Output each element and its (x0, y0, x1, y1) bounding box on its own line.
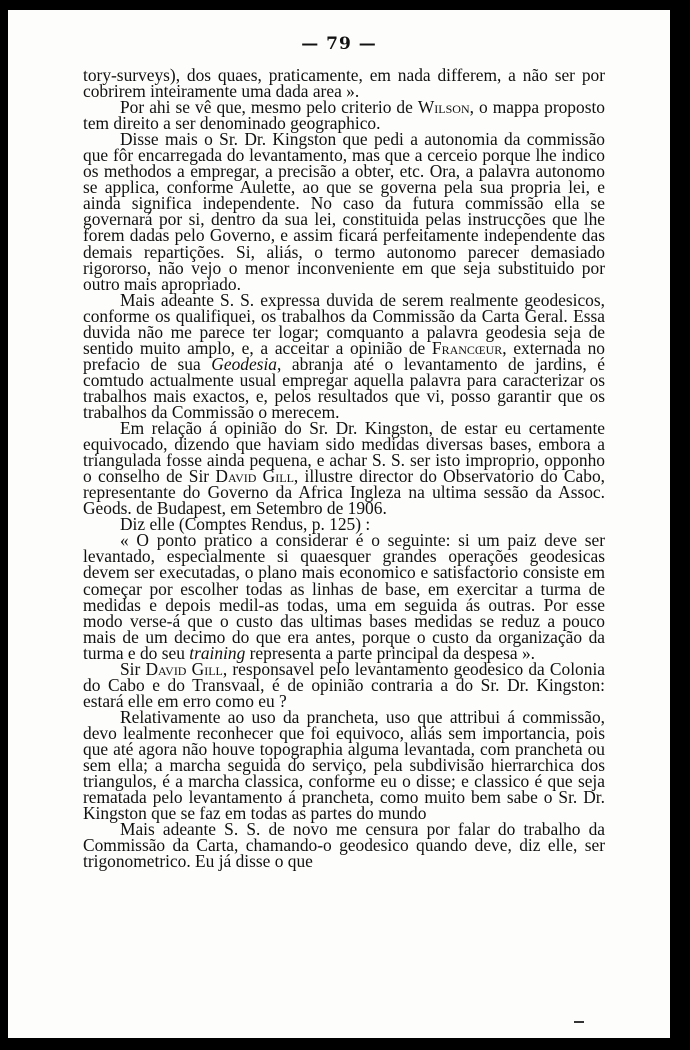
paragraph (83, 819, 605, 872)
text-run: Por ahi se vê que, mesmo pelo criterio de (120, 97, 418, 118)
text-run: Mais adeante S. S. expressa duvida de serem realmente geodesicos, conforme os qualifiquei, os trabalhos da Commissão da Carta Geral. Essa duvida não me parece ter logar; comquanto a palavra geodesia seja de sentido muito amplo, e, a acceitar a opinião de (83, 289, 605, 358)
paragraph (83, 129, 605, 294)
text-run: , responsavel pelo levantamento geodesico da Colonia do Cabo e do Transvaal, é de opinião contraria a do Sr. Dr. Kingston: estará elle em erro como eu ? (83, 658, 605, 711)
book-page (8, 10, 670, 1038)
text-run: Disse mais o Sr. Dr. Kingston que pedi a autonomia da commissão que fôr encarregada do levantamento, mas que a cerceio porque lhe indico os methodos a empregar, a precisão a obter, etc. Ora, a palavra autonomo se applica, conforme Aulette, ao que se governa pela sua propria lei, e ainda significa independente. No caso da futura commissão ella se governará por si, dentro da sua lei, constituida pelas instrucções que lhe forem dadas pelo Governo, e assim ficará perfeitamente independente das demais repartições. Si, aliás, o termo autonomo parecer demasiado rigororso, não vejo o menor inconveniente em que seja substituido por outro mais apropriado. (83, 129, 605, 294)
text-run: Mais adeante S. S. de novo me censura por falar do trabalho da Commissão da Carta, chamando-o geodesico quando deve, diz elle, ser trigonometrico. Eu já disse o que (83, 819, 605, 872)
text-run: Relativamente ao uso da prancheta, uso que attribui á commissão, devo lealmente reconhecer que foi equivoco, aliás sem importancia, pois que até agora não houve topographia alguma levantada, com prancheta ou sem ella; a marcha seguida do serviço, pela subdivisão hierrarchica dos triangulos, é a marcha classica, conforme eu o disse; e classico é que seja rematada pelo levantamento á prancheta, como muito bem sabe o Sr. Dr. Kingston que se faz em todas as partes do mundo (83, 706, 605, 824)
text-run: tory-surveys), dos quaes, praticamente, em nada differem, a não ser por cobrirem inteiramente uma dada area ». (83, 65, 605, 102)
small-caps-name: David Gill (145, 658, 223, 679)
text-run: Em relação á opinião do Sr. Dr. Kingston, de estar eu certamente equivocado, dizendo que haviam sido medidas diversas bases, embora a triangulada fosse ainda pequena, e achar S. S. ser isto improprio, opponho o conselho de Sir (83, 418, 605, 487)
paragraph (83, 65, 605, 102)
paragraph (83, 97, 605, 134)
paragraph (83, 289, 605, 422)
text-run: , abranja até o levantamento de jardins, é comtudo actualmente usual empregar aquella palavra para caracterizar os trabalhos mais exactos, e, pelos resultados que vi, posso garantir que os trabalhos da Commissão o merecem. (83, 353, 605, 422)
small-caps-name: Francœur (431, 337, 503, 358)
text-run: , externada no prefacio de sua (83, 337, 605, 374)
italic-text: training (189, 642, 246, 663)
text-run: , o mappa proposto tem direito a ser denominado geographico. (83, 97, 605, 134)
small-caps-name: David Gill (215, 466, 294, 487)
paragraph (83, 418, 605, 519)
paragraph (83, 530, 605, 663)
text-run: « O ponto pratico a considerar é o seguinte: si um paiz deve ser levantado, especialmente si quaesquer grandes operações geodesicas devem ser executadas, o plano mais economico e satisfactorio consiste em começar por escolher todas as linhas de base, em exercitar a turma de medidas e depois medil-as todas, uma em seguida ás outras. Por esse modo verse-á que o custo das ultimas bases medidas se reduz a pouco mais de um decimo do que era antes, porque o custo da organização da turma e do seu (83, 530, 605, 663)
italic-text: Geodesia (211, 353, 277, 374)
page-number: — 79 — (301, 34, 377, 54)
text-run: representa a parte principal da despesa ». (245, 642, 536, 663)
text-run: Diz elle (Comptes Rendus, p. 125) : (120, 514, 371, 535)
paragraph (83, 706, 605, 824)
small-caps-name: Wilson (417, 97, 470, 118)
ink-mark (574, 1021, 584, 1023)
text-run: Sir (120, 658, 146, 679)
text-run: , illustre director do Observatorio do Cabo, representante do Governo da Africa Ingleza na ultima sessão da Assoc. Geods. de Budapest, em Setembro de 1906. (83, 466, 605, 519)
body-text (83, 65, 605, 872)
paragraph (83, 658, 605, 711)
